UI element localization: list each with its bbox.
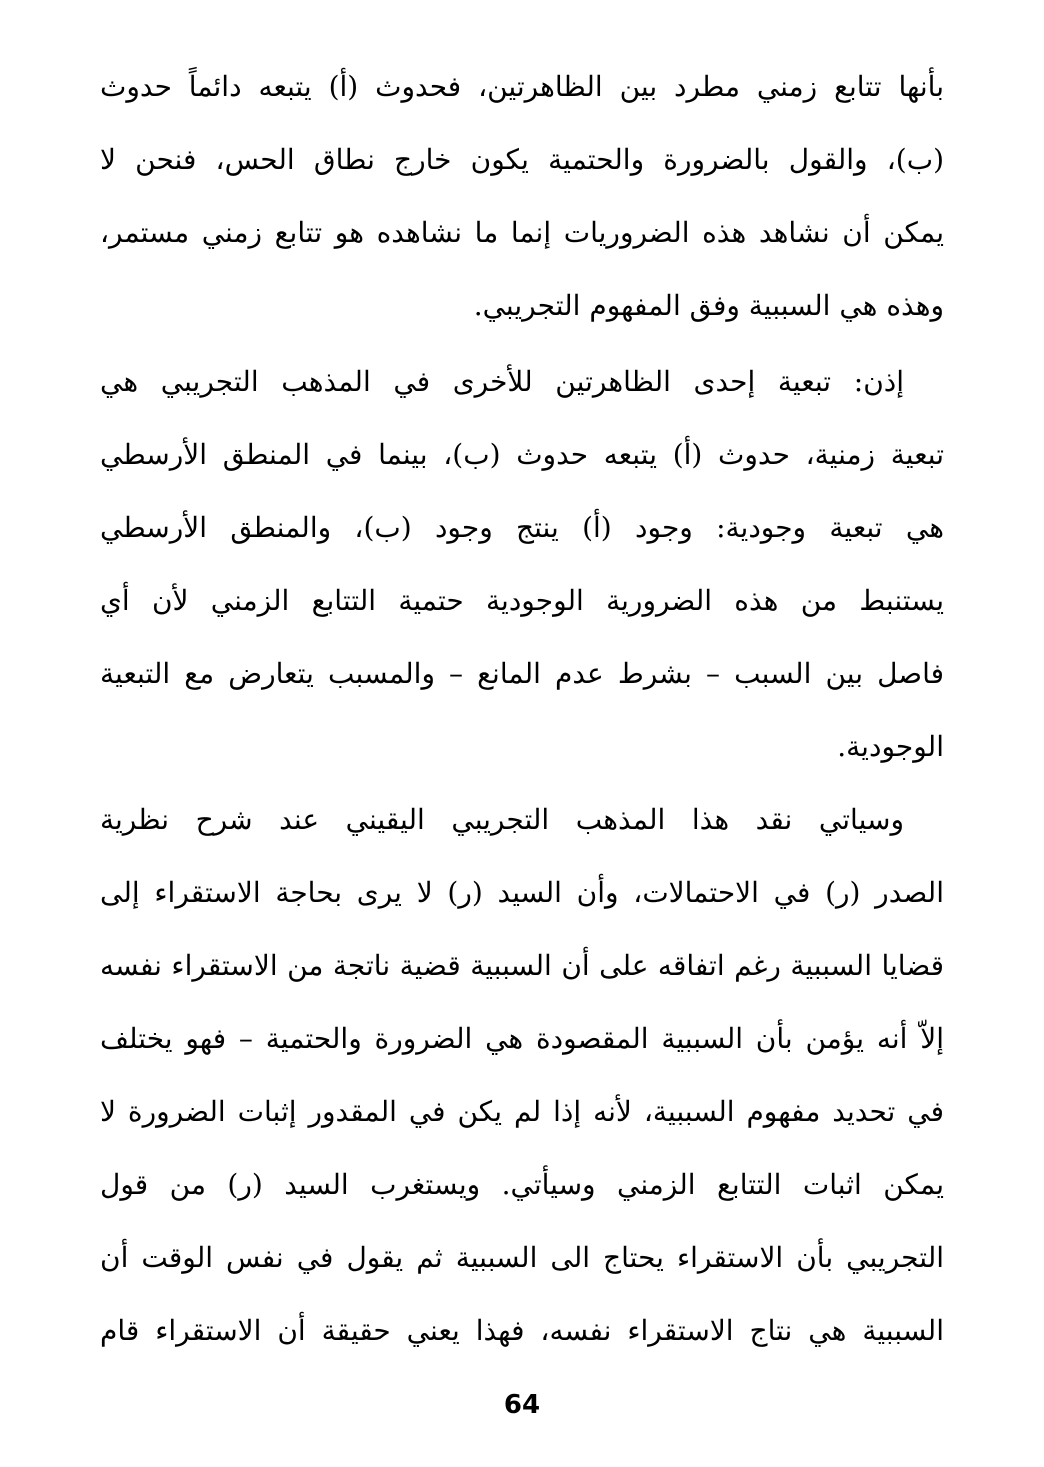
text-line: قضايا السببية رغم اتفاقه على أن السببية قضية ناتجة من الاستقراء نفسه: [100, 949, 944, 982]
text-line: يمكن اثبات التتابع الزمني وسيأتي. ويستغرب السيد (ر) من قول: [100, 1168, 944, 1201]
paragraph-3: [100, 783, 944, 1367]
text-line: وهذه هي السببية وفق المفهوم التجريبي.: [473, 289, 944, 322]
text-line: تبعية زمنية، حدوث (أ) يتبعه حدوث (ب)، بينما في المنطق الأرسطي: [100, 438, 944, 471]
page-number: 64: [503, 1390, 541, 1420]
text-line: إذن: تبعية إحدى الظاهرتين للأخرى في المذهب التجريبي هي: [100, 365, 904, 398]
text-line: في تحديد مفهوم السببية، لأنه إذا لم يكن في المقدور إثبات الضرورة لا: [100, 1095, 944, 1128]
text-line: فاصل بين السبب – بشرط عدم المانع – والمسبب يتعارض مع التبعية: [100, 657, 944, 690]
text-line: إلاّ أنه يؤمن بأن السببية المقصودة هي الضرورة والحتمية – فهو يختلف: [100, 1022, 944, 1055]
text-line: الصدر (ر) في الاحتمالات، وأن السيد (ر) لا يرى بحاجة الاستقراء إلى: [100, 876, 944, 909]
text-line: الوجودية.: [837, 730, 944, 763]
text-line: هي تبعية وجودية: وجود (أ) ينتج وجود (ب)، والمنطق الأرسطي: [100, 511, 944, 544]
text-line: (ب)، والقول بالضرورة والحتمية يكون خارج نطاق الحس، فنحن لا: [100, 143, 944, 176]
text-line: وسياتي نقد هذا المذهب التجريبي اليقيني عند شرح نظرية: [100, 803, 904, 836]
text-line: يستنبط من هذه الضرورية الوجودية حتمية التتابع الزمني لأن أي: [100, 584, 944, 617]
paragraph-1: [100, 50, 944, 342]
text-line: السببية هي نتاج الاستقراء نفسه، فهذا يعني حقيقة أن الاستقراء قام: [100, 1314, 944, 1347]
text-line: بأنها تتابع زمني مطرد بين الظاهرتين، فحدوث (أ) يتبعه دائماً حدوث: [100, 70, 944, 103]
paragraph-2: [100, 345, 944, 783]
text-line: التجريبي بأن الاستقراء يحتاج الى السببية ثم يقول في نفس الوقت أن: [100, 1241, 944, 1274]
text-line: يمكن أن نشاهد هذه الضروريات إنما ما نشاهده هو تتابع زمني مستمر،: [100, 216, 944, 249]
